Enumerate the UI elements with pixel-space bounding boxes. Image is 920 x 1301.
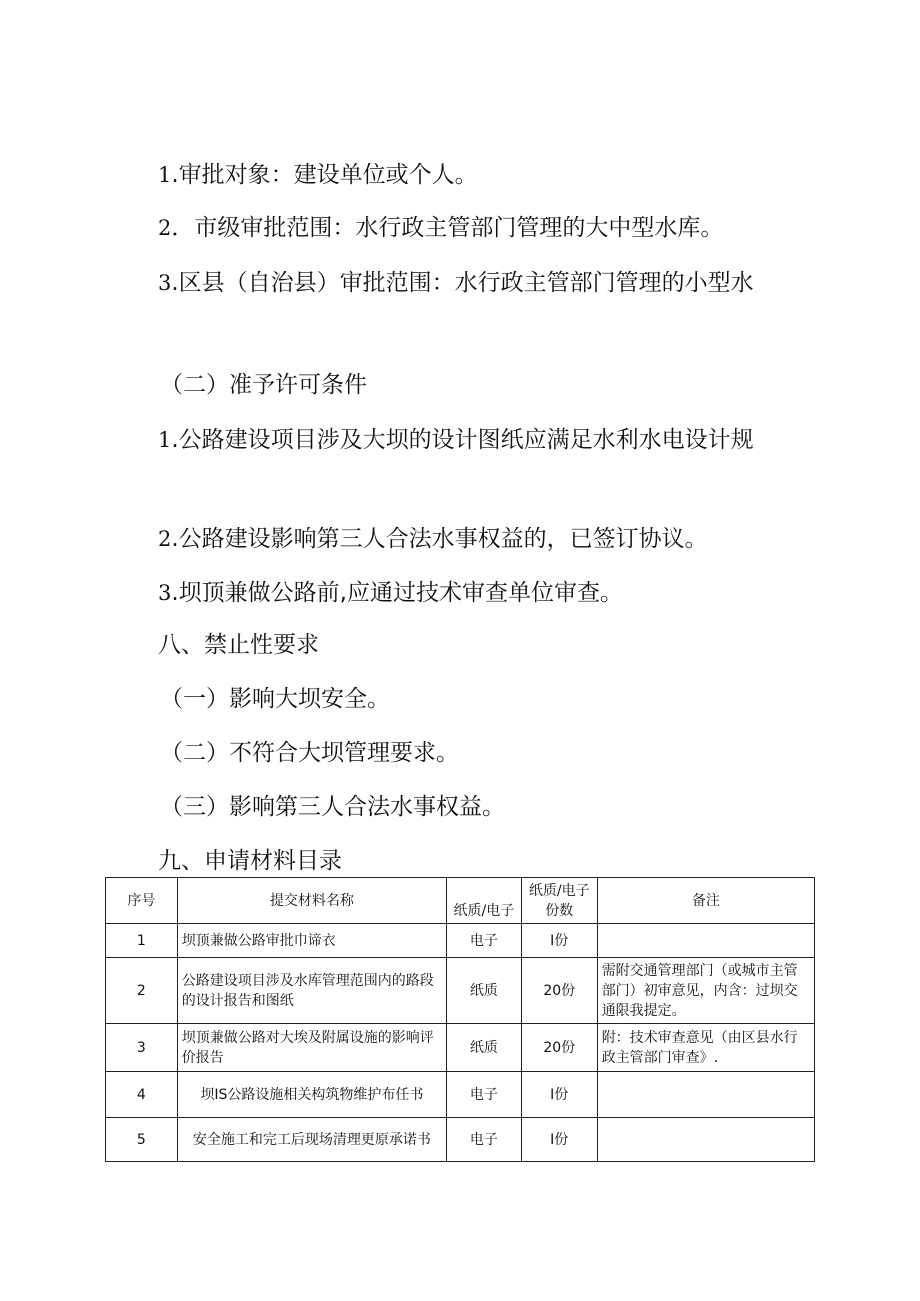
table-row bbox=[106, 924, 815, 958]
cell-note bbox=[597, 1072, 814, 1118]
cell-name: 坝顶兼做公路对大埃及附属设施的影响评价报告 bbox=[177, 1024, 446, 1072]
cell-count: 20份 bbox=[521, 958, 597, 1024]
section-heading-conditions: （二）准予许可条件 bbox=[160, 372, 367, 398]
cell-no: 2 bbox=[106, 958, 178, 1024]
line-condition-2 bbox=[158, 524, 708, 554]
cell-name: 安全施工和完工后现场清理更原承诺书 bbox=[177, 1118, 446, 1162]
cell-count: I份 bbox=[521, 1118, 597, 1162]
cell-type: 纸质 bbox=[446, 958, 521, 1024]
cell-note bbox=[597, 924, 814, 958]
line-text: .公路建设项目涉及大坝的设计图纸应满足水利水电设计规 bbox=[171, 427, 754, 453]
header-note: 备注 bbox=[597, 878, 814, 924]
table-row bbox=[106, 1024, 815, 1072]
cell-type: 电子 bbox=[446, 1072, 521, 1118]
cell-no: 5 bbox=[106, 1118, 178, 1162]
cell-no: 1 bbox=[106, 924, 178, 958]
item-number: 3 bbox=[158, 581, 172, 605]
cell-type: 电子 bbox=[446, 924, 521, 958]
materials-table bbox=[105, 877, 815, 1162]
prohibition-3: （三）影响第三人合法水事权益。 bbox=[160, 794, 505, 820]
cell-no: 4 bbox=[106, 1072, 178, 1118]
header-name: 提交材料名称 bbox=[177, 878, 446, 924]
line-approval-target bbox=[158, 160, 478, 190]
item-number: 3 bbox=[158, 271, 172, 295]
cell-type: 电子 bbox=[446, 1118, 521, 1162]
line-text: .审批对象：建设单位或个人。 bbox=[171, 162, 478, 188]
cell-note: 需附交通管理部门（或城市主管部门）初审意见，内含：过坝交通限我提定。 bbox=[597, 958, 814, 1024]
item-number: 2 bbox=[158, 527, 172, 551]
line-text: .坝顶兼做公路前,应通过技术审查单位审查。 bbox=[171, 580, 623, 606]
header-count: 纸质/电子份数 bbox=[521, 878, 597, 924]
section-heading-materials: 九、申请材料目录 bbox=[158, 848, 342, 874]
cell-note: 附：技术审查意见（由区县水行政主管部门审查》. bbox=[597, 1024, 814, 1072]
table-row bbox=[106, 1072, 815, 1118]
cell-name: 坝顶兼做公路审批巾谛衣 bbox=[177, 924, 446, 958]
item-number: 1 bbox=[158, 163, 172, 187]
cell-type: 纸质 bbox=[446, 1024, 521, 1072]
item-number: 1 bbox=[158, 428, 172, 452]
cell-no: 3 bbox=[106, 1024, 178, 1072]
cell-name: 公路建设项目涉及水库管理范围内的路段的设计报告和图纸 bbox=[177, 958, 446, 1024]
line-condition-1 bbox=[158, 425, 754, 455]
table-row bbox=[106, 958, 815, 1024]
line-county-scope bbox=[158, 268, 754, 298]
cell-count: I份 bbox=[521, 924, 597, 958]
prohibition-1: （一）影响大坝安全。 bbox=[160, 686, 390, 712]
item-number: 2 bbox=[158, 216, 172, 240]
cell-count: 20份 bbox=[521, 1024, 597, 1072]
section-heading-prohibitions: 八、禁止性要求 bbox=[158, 632, 319, 658]
cell-count: I份 bbox=[521, 1072, 597, 1118]
line-text: ．市级审批范围：水行政主管部门管理的大中型水库。 bbox=[171, 215, 724, 241]
line-condition-3 bbox=[158, 578, 623, 608]
header-no: 序号 bbox=[106, 878, 178, 924]
header-type: 纸质/电子 bbox=[446, 878, 521, 924]
line-text: .公路建设影响第三人合法水事权益的，已签订协议。 bbox=[171, 526, 708, 552]
prohibition-2: （二）不符合大坝管理要求。 bbox=[160, 740, 459, 766]
cell-name: 坝IS公路设施相关构筑物维护布任书 bbox=[177, 1072, 446, 1118]
line-text: .区县（自治县）审批范围：水行政主管部门管理的小型水 bbox=[171, 270, 754, 296]
table-row bbox=[106, 1118, 815, 1162]
table-header-row bbox=[106, 878, 815, 924]
line-city-scope bbox=[158, 213, 723, 243]
cell-note bbox=[597, 1118, 814, 1162]
